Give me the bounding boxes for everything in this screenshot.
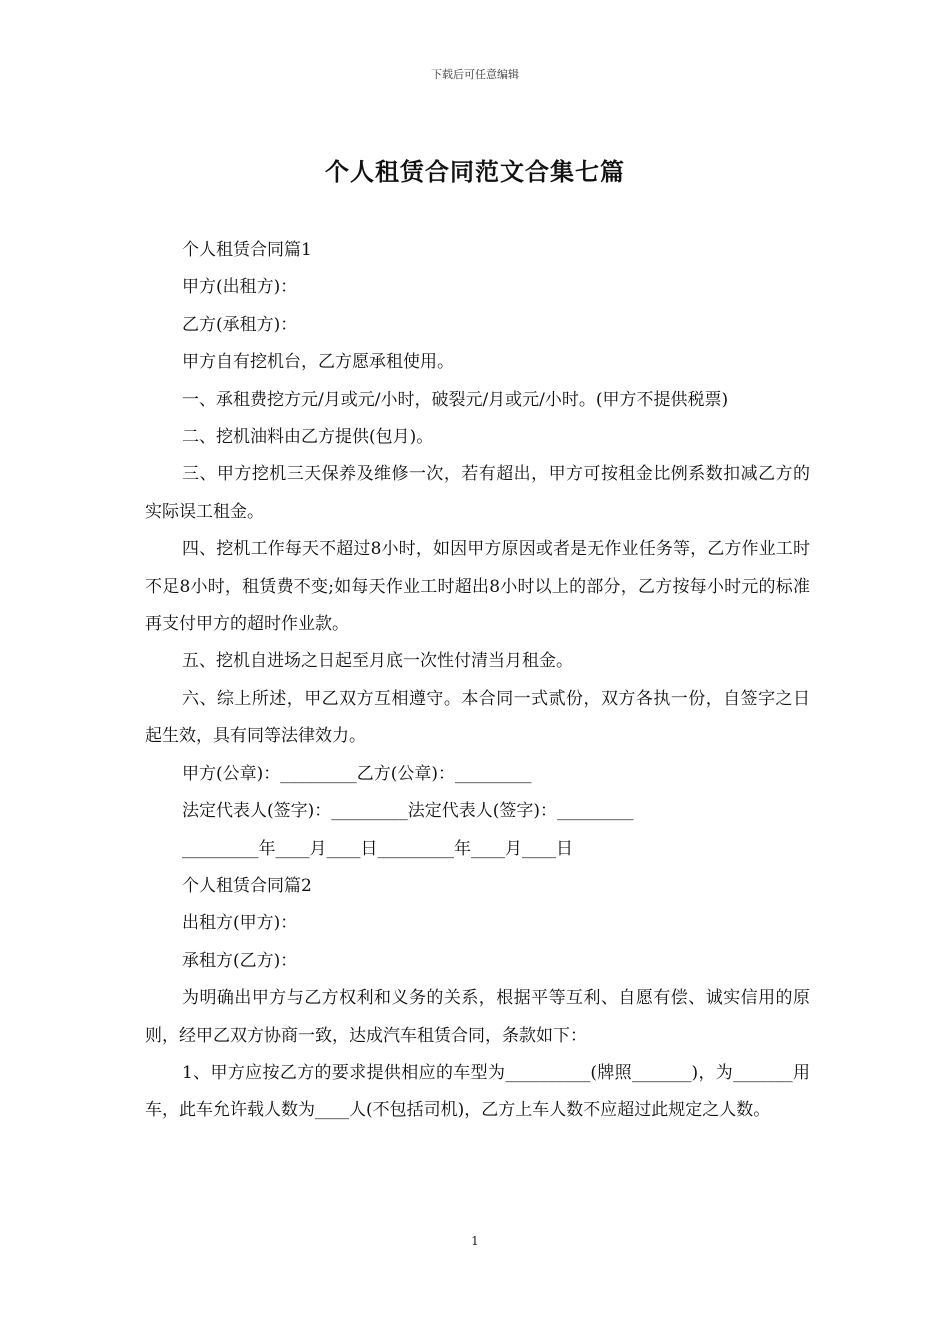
lessor-line: 出租方(甲方)： [182,913,298,934]
clause: 二、挖机油料由乙方提供(包月)。 [182,427,434,448]
party-b-line: 乙方(承租方)： [182,314,298,335]
page-number: 1 [471,1234,479,1248]
paragraph: 为明确出甲方与乙方权利和义务的关系，根据平等互利、自愿有偿、诚实信用的原则，经甲乙双方协商一致，达成汽车租赁合同，条款如下： [145,988,810,1046]
section-heading: 个人租赁合同篇1 [182,240,312,260]
paragraph: 甲方自有挖机台，乙方愿承租使用。 [182,352,454,373]
document-title: 个人租赁合同范文合集七篇 [325,157,625,186]
clause: 一、承租费挖方元/月或元/小时，破裂元/月或元/小时。(甲方不提供税票) [182,389,729,410]
clause: 六、综上所述，甲乙双方互相遵守。本合同一式贰份，双方各执一份，自签字之日起生效，具有同等法律效力。 [145,688,810,747]
signature-line: 甲方(公章)：_________乙方(公章)：_________ [182,763,532,784]
date-line: _________年____月____日_________年____月____日 [182,838,573,859]
page-header: 下载后可任意编辑 [431,68,519,81]
document-body [145,232,810,1130]
party-a-line: 甲方(出租方)： [182,277,298,298]
lessee-line: 承租方(乙方)： [182,950,298,971]
signature-line: 法定代表人(签字)：_________法定代表人(签字)：_________ [182,801,634,822]
clause: 三、甲方挖机三天保养及维修一次，若有超出，甲方可按租金比例系数扣减乙方的实际误工租金。 [145,464,810,522]
clause: 五、挖机自进场之日起至月底一次性付清当月租金。 [182,651,573,672]
clause: 四、挖机工作每天不超过8小时，如因甲方原因或者是无作业任务等，乙方作业工时不足8小时，租赁费不变;如每天作业工时超出8小时以上的部分，乙方按每小时元的标准再支付甲方的超时作业款。 [145,539,810,635]
section-heading: 个人租赁合同篇2 [182,875,312,896]
clause: 1、甲方应按乙方的要求提供相应的车型为__________(牌照_______)，为_______用车，此车允许载人数为____人(不包括司机)，乙方上车人数不应超过此规定之人数。 [145,1062,810,1121]
